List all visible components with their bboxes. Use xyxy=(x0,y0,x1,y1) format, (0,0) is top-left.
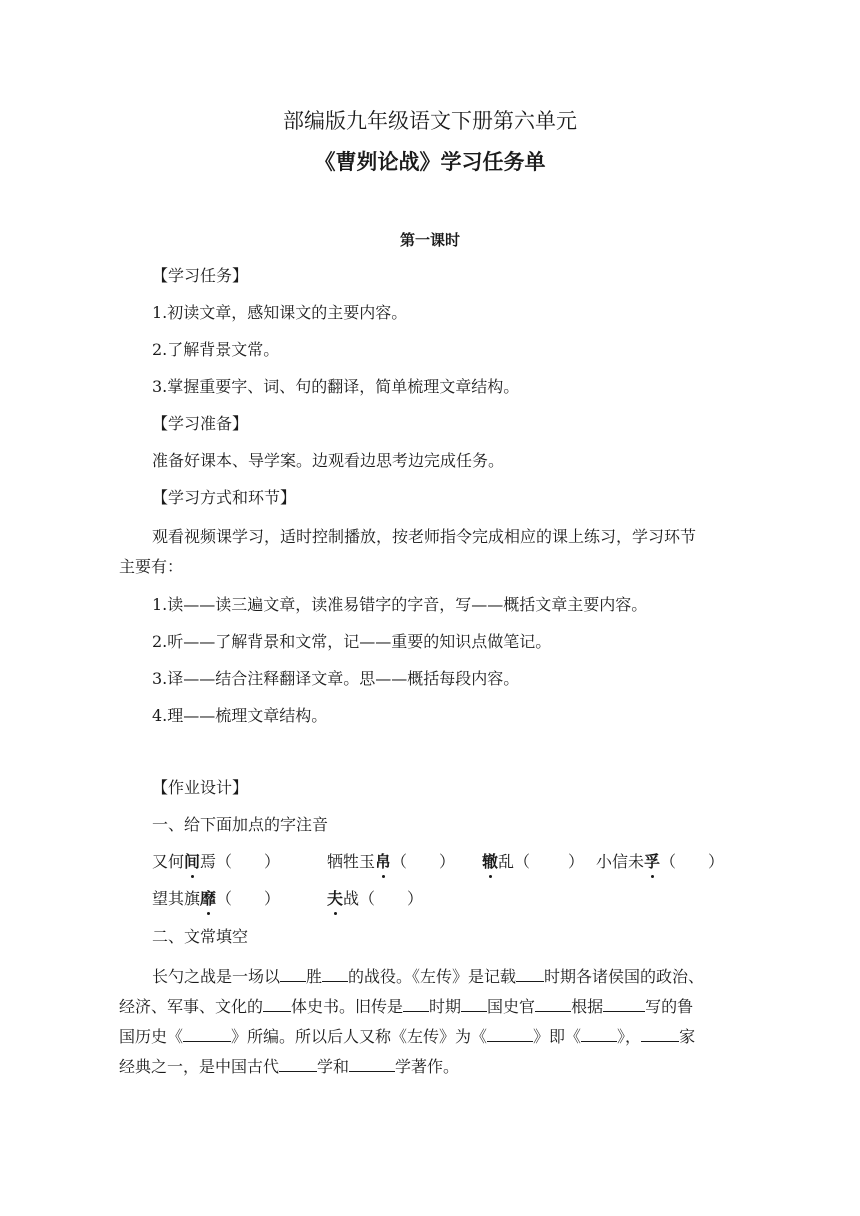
fill-blank[interactable] xyxy=(263,996,291,1012)
document-subtitle: 《曹刿论战》学习任务单 xyxy=(314,149,546,174)
fill-text: 根据 xyxy=(571,997,604,1016)
pinyin-item-text: 小信未 xyxy=(596,852,645,871)
dotted-char: 间 xyxy=(184,852,201,871)
fill-blank[interactable] xyxy=(322,966,348,982)
pinyin-item-text: 战（ xyxy=(343,889,376,908)
dotted-char: 靡 xyxy=(200,889,217,908)
prep-heading: 【学习准备】 xyxy=(152,414,249,433)
pinyin-item-text: ） xyxy=(407,889,424,908)
fill-text: 时期各诸侯国的政治、 xyxy=(544,967,705,986)
fill-text: 家 xyxy=(679,1027,696,1046)
question-1-title: 一、给下面加点的字注音 xyxy=(152,815,329,834)
dotted-char: 夫 xyxy=(327,889,344,908)
fill-blank[interactable] xyxy=(641,1026,679,1042)
method-item-3: 3.译——结合注释翻译文章。思——概括每段内容。 xyxy=(152,669,520,688)
lesson-heading: 第一课时 xyxy=(399,231,460,249)
fill-text: 胜 xyxy=(306,967,323,986)
pinyin-item-text: （ xyxy=(391,852,408,871)
pinyin-item-text: ） xyxy=(264,852,281,871)
fill-blank[interactable] xyxy=(461,996,487,1012)
task-item-3: 3.掌握重要字、词、句的翻译，简单梳理文章结构。 xyxy=(152,377,520,396)
fill-text: 》， xyxy=(617,1027,642,1046)
document-title: 部编版九年级语文下册第六单元 xyxy=(283,109,577,133)
method-item-4: 4.理——梳理文章结构。 xyxy=(152,706,328,725)
fill-text: 国历史《 xyxy=(119,1027,184,1046)
pinyin-item-text: 牺牲玉 xyxy=(327,852,376,871)
fill-blank[interactable] xyxy=(516,966,544,982)
fill-line-3 xyxy=(119,1026,695,1047)
pinyin-item-text: （ xyxy=(216,889,233,908)
fill-blank[interactable] xyxy=(603,996,645,1012)
method-intro-line2: 主要有： xyxy=(119,557,184,576)
homework-heading: 【作业设计】 xyxy=(152,778,249,797)
fill-text: 学和 xyxy=(317,1057,350,1076)
method-item-1: 1.读——读三遍文章，读准易错字的字音，写——概括文章主要内容。 xyxy=(152,595,648,614)
fill-text: 学著作。 xyxy=(395,1057,460,1076)
pinyin-item-text: ） xyxy=(439,852,456,871)
fill-text: 经典之一，是中国古代 xyxy=(119,1057,280,1076)
pinyin-item-text: ） xyxy=(264,889,281,908)
pinyin-item xyxy=(327,889,423,909)
pinyin-item xyxy=(327,852,455,872)
pinyin-item xyxy=(152,889,280,909)
pinyin-item-text: 焉（ xyxy=(200,852,233,871)
fill-blank[interactable] xyxy=(183,1026,231,1042)
fill-blank[interactable] xyxy=(349,1056,395,1072)
pinyin-item-text: 望其旗 xyxy=(152,889,201,908)
fill-text: 》即《 xyxy=(533,1027,582,1046)
fill-text: 的战役。《左传》是记载 xyxy=(348,967,517,986)
tasks-heading: 【学习任务】 xyxy=(152,266,249,285)
question-2-title: 二、文常填空 xyxy=(152,927,249,946)
task-item-1: 1.初读文章，感知课文的主要内容。 xyxy=(152,303,408,322)
fill-text: 长勺之战是一场以 xyxy=(152,967,281,986)
method-intro-line1: 观看视频课学习，适时控制播放，按老师指令完成相应的课上练习，学习环节 xyxy=(152,527,697,546)
fill-text: 》所编。所以后人又称《左传》为《 xyxy=(231,1027,488,1046)
method-heading: 【学习方式和环节】 xyxy=(152,488,297,507)
fill-text: 写的鲁 xyxy=(645,997,694,1016)
fill-line-1 xyxy=(152,966,704,987)
prep-text: 准备好课本、导学案。边观看边思考边完成任务。 xyxy=(152,451,505,470)
fill-line-4 xyxy=(119,1056,459,1077)
fill-blank[interactable] xyxy=(280,966,306,982)
pinyin-item-text: 又何 xyxy=(152,852,185,871)
fill-text: 体史书。旧传是 xyxy=(291,997,404,1016)
pinyin-item-text: ） xyxy=(708,852,725,871)
fill-text: 时期 xyxy=(429,997,462,1016)
pinyin-item-text: 乱（ xyxy=(498,852,531,871)
task-item-2: 2.了解背景文常。 xyxy=(152,340,280,359)
fill-blank[interactable] xyxy=(535,996,571,1012)
pinyin-item xyxy=(482,852,584,872)
pinyin-item xyxy=(596,852,724,872)
dotted-char: 辙 xyxy=(482,852,499,871)
fill-line-2 xyxy=(119,996,693,1017)
fill-blank[interactable] xyxy=(279,1056,317,1072)
pinyin-item-text: （ xyxy=(660,852,677,871)
fill-blank[interactable] xyxy=(581,1026,617,1042)
fill-blank[interactable] xyxy=(487,1026,533,1042)
fill-text: 国史官 xyxy=(487,997,536,1016)
fill-text: 经济、军事、文化的 xyxy=(119,997,264,1016)
dotted-char: 帛 xyxy=(375,852,392,871)
fill-blank[interactable] xyxy=(403,996,429,1012)
dotted-char: 孚 xyxy=(644,852,661,871)
pinyin-item xyxy=(152,852,280,872)
method-item-2: 2.听——了解背景和文常，记——重要的知识点做笔记。 xyxy=(152,632,552,651)
pinyin-item-text: ） xyxy=(568,852,585,871)
